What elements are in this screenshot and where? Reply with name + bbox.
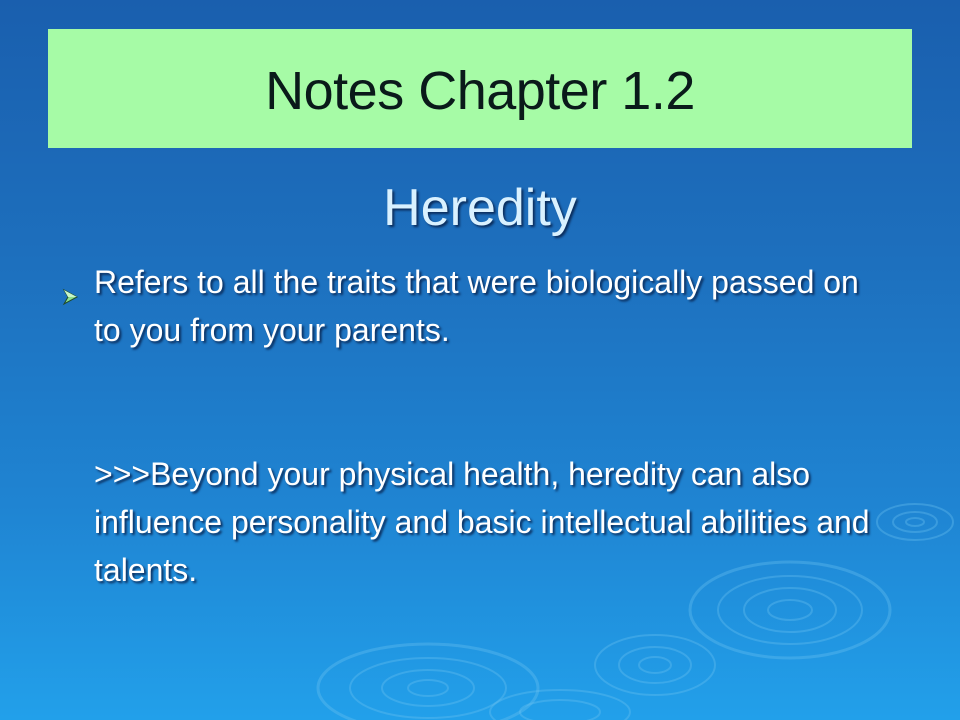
bullet-text: Refers to all the traits that were biologically passed on to you from your parents.	[94, 264, 859, 348]
slide-body	[62, 258, 882, 594]
body-paragraph: >>>Beyond your physical health, heredity can also influence personality and basic intellectual abilities and talents.	[94, 456, 870, 588]
slide-title: Notes Chapter 1.2	[265, 60, 695, 121]
slide-subtitle: Heredity	[383, 179, 577, 237]
arrowhead-bullet-icon	[62, 258, 94, 319]
bullet-item	[62, 258, 882, 354]
title-bar	[48, 29, 912, 148]
